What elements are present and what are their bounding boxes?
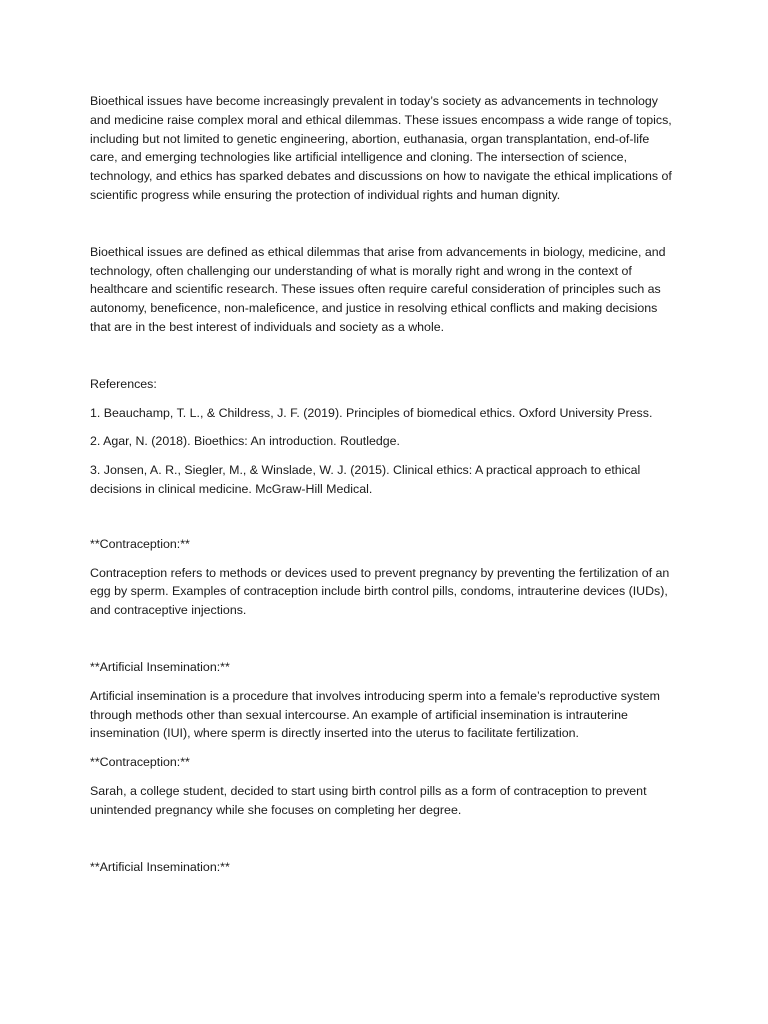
reference-item-3: 3. Jonsen, A. R., Siegler, M., & Winslade, W. J. (2015). Clinical ethics: A practical approach to ethical decisions in clinical medicine. McGraw-Hill Medical.	[90, 463, 641, 496]
section-heading-artificial-insemination: **Artificial Insemination:**	[90, 659, 230, 674]
section-heading-artificial-insemination-example: **Artificial Insemination:**	[90, 859, 230, 874]
section-heading-contraception-example: **Contraception:**	[90, 755, 190, 770]
section-body-contraception-example: Sarah, a college student, decided to start using birth control pills as a form of contraception to prevent unintended pregnancy while she focuses on completing her degree.	[90, 783, 647, 817]
reference-item-2: 2. Agar, N. (2018). Bioethics: An introduction. Routledge.	[90, 434, 400, 449]
section-heading-contraception: **Contraception:**	[90, 536, 190, 551]
section-body-artificial-insemination: Artificial insemination is a procedure that involves introducing sperm into a female’s reproductive system through methods other than sexual intercourse. An example of artificial insemination is intrauterine insemination (IUI), where sperm is directly inserted into the uterus to facilitate fertilization.	[90, 688, 661, 741]
references-heading: References:	[90, 376, 157, 391]
intro-paragraph-2: Bioethical issues are defined as ethical dilemmas that arise from advancements in biology, medicine, and technology, often challenging our understanding of what is morally right and wrong in the context of healthcare and scientific research. These issues often require careful consideration of principles such as autonomy, beneficence, non-maleficence, and justice in resolving ethical conflicts and making decisions that are in the best interest of individuals and society as a whole.	[90, 244, 666, 334]
intro-paragraph-1: Bioethical issues have become increasingly prevalent in today’s society as advancements in technology and medicine raise complex moral and ethical dilemmas. These issues encompass a wide range of topics, including but not limited to genetic engineering, abortion, euthanasia, organ transplantation, end-of-life care, and emerging technologies like artificial intelligence and cloning. The intersection of science, technology, and ethics has sparked debates and discussions on how to navigate the ethical implications of scientific progress while ensuring the protection of individual rights and human dignity.	[90, 94, 672, 202]
reference-item-1: 1. Beauchamp, T. L., & Childress, J. F. (2019). Principles of biomedical ethics. Oxford University Press.	[90, 405, 653, 420]
section-body-contraception: Contraception refers to methods or devices used to prevent pregnancy by preventing the fertilization of an egg by sperm. Examples of contraception include birth control pills, condoms, intrauterine devices (IUDs), and contraceptive injections.	[90, 565, 670, 618]
